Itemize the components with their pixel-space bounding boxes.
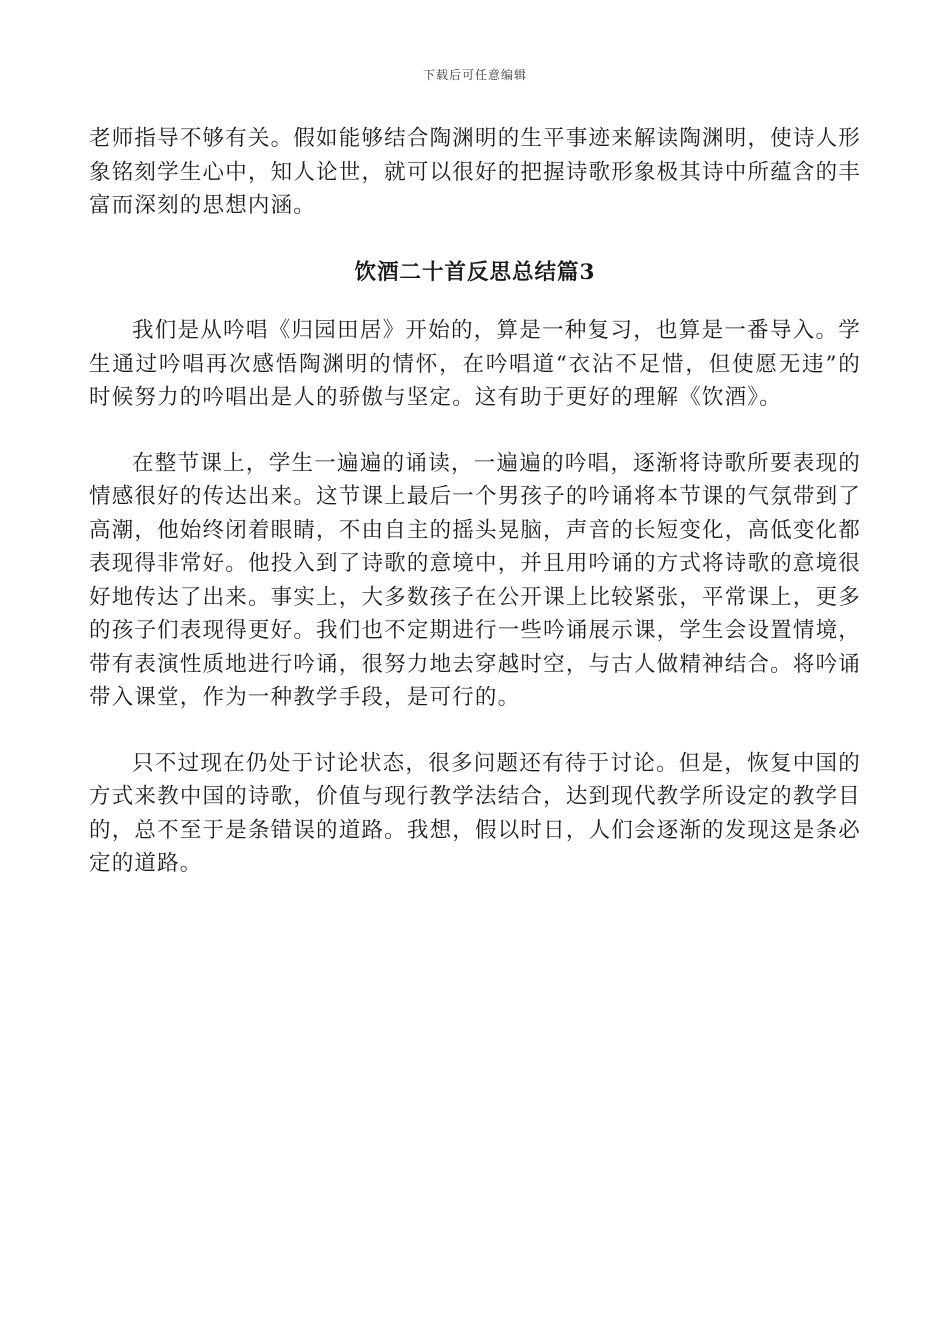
paragraph-3: 只不过现在仍处于讨论状态，很多问题还有待于讨论。但是，恢复中国的方式来教中国的诗歌，价值与现行教学法结合，达到现代教学所设定的教学目的，总不至于是条错误的道路。我想，假以时日，人们会逐渐的发现这是条必定的道路。 <box>89 750 861 876</box>
paragraph-1: 我们是从吟唱《归园田居》开始的，算是一种复习，也算是一番导入。学生通过吟唱再次感悟陶渊明的情怀，在吟唱道“衣沾不足惜，但使愿无违”的时候努力的吟唱出是人的骄傲与坚定。这有助于更好的理解《饮酒》。 <box>89 318 861 410</box>
paragraph-2: 在整节课上，学生一遍遍的诵读，一遍遍的吟唱，逐渐将诗歌所要表现的情感很好的传达出来。这节课上最后一个男孩子的吟诵将本节课的气氛带到了高潮，他始终闭着眼睛，不由自主的摇头晃脑，声音的长短变化，高低变化都表现得非常好。他投入到了诗歌的意境中，并且用吟诵的方式将诗歌的意境很好地传达了出来。事实上，大多数孩子在公开课上比较紧张，平常课上，更多的孩子们表现得更好。我们也不定期进行一些吟诵展示课，学生会设置情境，带有表演性质地进行吟诵，很努力地去穿越时空，与古人做精神结合。将吟诵带入课堂，作为一种教学手段，是可行的。 <box>89 450 861 710</box>
page-header-note: 下载后可任意编辑 <box>422 68 527 82</box>
intro-paragraph: 老师指导不够有关。假如能够结合陶渊明的生平事迹来解读陶渊明，使诗人形象铭刻学生心中，知人论世，就可以很好的把握诗歌形象极其诗中所蕴含的丰富而深刻的思想内涵。 <box>89 126 861 218</box>
document-body <box>89 122 861 881</box>
section-title: 饮酒二十首反思总结篇3 <box>354 259 596 285</box>
